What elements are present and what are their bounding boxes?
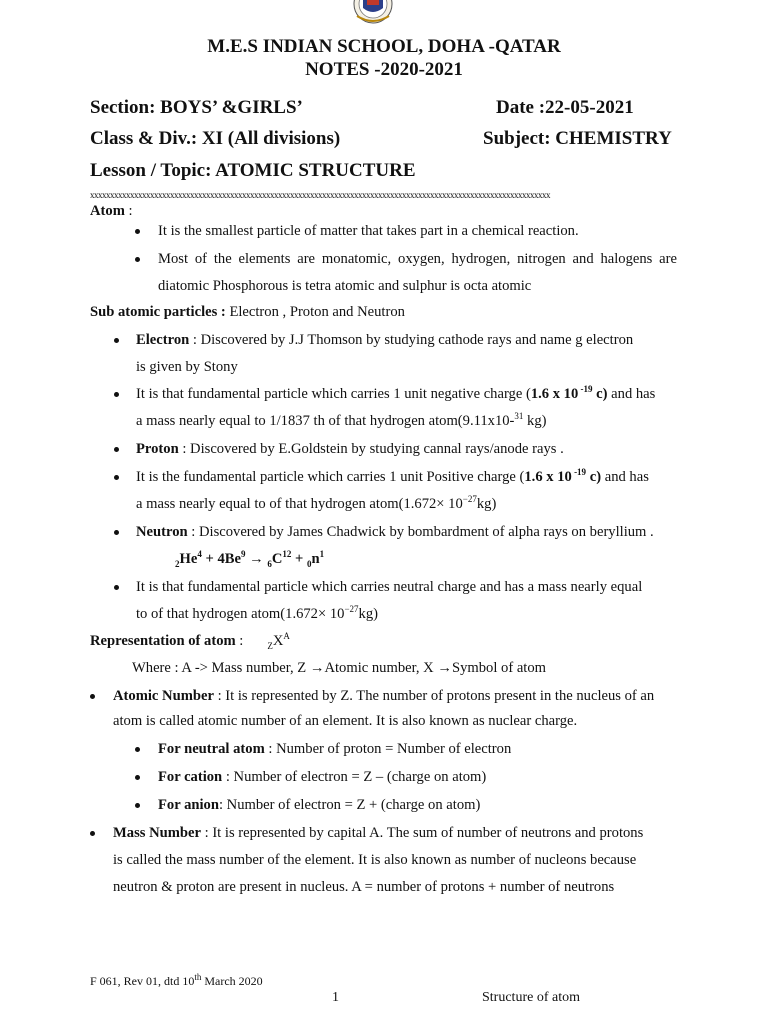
neutral-atom-rule: For neutral atom : Number of proton = Number of electron	[158, 741, 512, 757]
lesson-topic: Lesson / Topic: ATOMIC STRUCTURE	[90, 160, 416, 181]
word: nitrogen	[517, 251, 566, 267]
bullet-icon	[135, 803, 140, 808]
proton-mass: a mass nearly equal to of that hydrogen atom(1.672× $10^{-27}kg$)	[136, 494, 497, 512]
subatomic-heading: Sub atomic particles : Electron , Proton and Neutron	[90, 304, 405, 320]
electron-mass: a mass nearly equal to 1/1837 th of that hydrogen atom(9.11x10-$^{31}$ kg)	[136, 411, 547, 429]
school-logo	[351, 0, 395, 24]
atom-point-2-line-1	[158, 251, 677, 268]
separator-line: xxxxxxxxxxxxxxxxxxxxxxxxxxxxxxxxxxxxxxxxxxxxxxxxxxxxxxxxxxxxxxxxxxxxxxxxxxxxxxxxxxxxxxxxxxxxxxxxxxxxxxxxxxxxxxxxxxx	[90, 190, 550, 200]
neutron-charge: It is that fundamental particle which carries neutral charge and has a mass nearly equal	[136, 579, 643, 595]
electron-discovery: Electron : Discovered by J.J Thomson by studying cathode rays and name g electron	[136, 332, 634, 348]
bullet-icon	[114, 338, 119, 343]
mass-number-def-2: is called the mass number of the element. It is also known as number of nucleons because	[113, 852, 637, 868]
mass-number-def-3: neutron & proton are present in nucleus. A = number of protons + number of neutrons	[113, 879, 615, 895]
subject-label: Subject: CHEMISTRY	[483, 128, 672, 149]
bullet-icon	[90, 831, 95, 836]
word: the	[213, 251, 232, 267]
proton-charge: It is the fundamental particle which carries 1 unit Positive charge (1.6 x 10 $^{-19}$ c) and has	[136, 467, 649, 485]
bullet-icon	[114, 585, 119, 590]
neutron-equation: $_2He^4 + 4Be^9 \to _6C^{12} + _0n^1$	[175, 549, 325, 569]
bullet-icon	[135, 747, 140, 752]
neutron-mass: to of that hydrogen atom(1.672× $10^{-27}kg$)	[136, 604, 378, 622]
bullet-icon	[114, 530, 119, 535]
bullet-icon	[114, 392, 119, 397]
bullet-icon	[114, 475, 119, 480]
class-div-label: Class & Div.: XI (All divisions)	[90, 128, 341, 149]
school-name: M.E.S INDIAN SCHOOL, DOHA -QATAR	[207, 36, 561, 57]
word: halogens	[600, 251, 653, 267]
word: of	[194, 251, 208, 267]
word: Most	[158, 251, 189, 267]
atom-heading: Atom :	[90, 203, 133, 219]
date-label: Date :22-05-2021	[496, 97, 634, 118]
bullet-icon	[135, 775, 140, 780]
atomic-number-def: Atomic Number : It is represented by Z. The number of protons present in the nucleus of an	[113, 688, 655, 704]
representation-where: Where : A -> Mass number, Z →Atomic number, X →Symbol of atom	[132, 660, 547, 676]
footer-title: Structure of atom	[482, 990, 580, 1005]
anion-rule: For anion: Number of electron = Z + (charge on atom)	[158, 797, 481, 813]
word: elements	[238, 251, 291, 267]
atom-point-2-line-2: diatomic Phosphorous is tetra atomic and sulphur is octa atomic	[158, 278, 532, 294]
mass-number-def: Mass Number : It is represented by capital A. The sum of number of neutrons and protons	[113, 825, 644, 841]
proton-discovery: Proton : Discovered by E.Goldstein by studying cannal rays/anode rays .	[136, 441, 564, 457]
section-label: Section: BOYS’ &GIRLS’	[90, 97, 303, 118]
word: are	[659, 251, 677, 267]
bullet-icon	[135, 229, 140, 234]
bullet-icon	[90, 694, 95, 699]
word: are	[297, 251, 316, 267]
word: and	[572, 251, 594, 267]
atom-point-1: It is the smallest particle of matter that takes part in a chemical reaction.	[158, 223, 579, 239]
word: monatomic,	[321, 251, 392, 267]
electron-charge: It is that fundamental particle which carries 1 unit negative charge (1.6 x 10 $^{-19}$ c) and has	[136, 384, 656, 402]
cation-rule: For cation : Number of electron = Z – (charge on atom)	[158, 769, 487, 785]
electron-discovery-2: is given by Stony	[136, 359, 238, 375]
bullet-icon	[114, 447, 119, 452]
representation-heading: Representation of atom : $_ZX^A$	[90, 631, 290, 651]
word: oxygen,	[398, 251, 445, 267]
notes-year: NOTES -2020-2021	[305, 59, 463, 80]
atomic-number-def-2: atom is called atomic number of an element. It is also known as nuclear charge.	[113, 713, 578, 729]
bullet-icon	[135, 257, 140, 262]
word: hydrogen,	[451, 251, 511, 267]
neutron-discovery: Neutron : Discovered by James Chadwick by bombardment of alpha rays on beryllium .	[136, 524, 654, 540]
form-reference: F 061, Rev 01, dtd 10th March 2020	[90, 972, 263, 988]
page-number: 1	[332, 990, 339, 1005]
